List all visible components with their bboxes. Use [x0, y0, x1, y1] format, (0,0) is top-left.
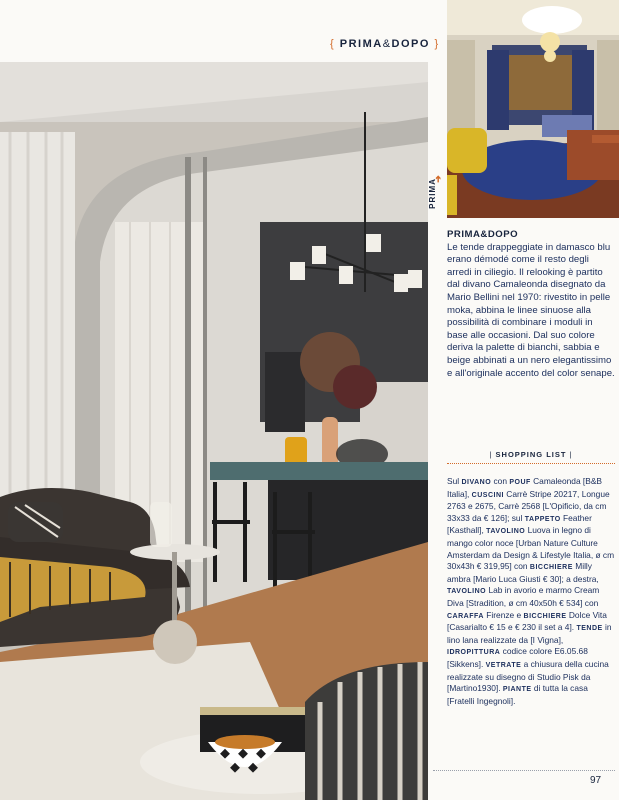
inset-label: [427, 174, 445, 219]
shopping-keyword: PIANTE: [502, 686, 532, 694]
shopping-text: Feather [Kasthall],: [447, 512, 592, 536]
shopping-keyword: BICCHIERE: [523, 612, 567, 620]
shopping-text: Camaleonda [B&B Italia],: [447, 476, 603, 499]
shopping-list-title: SHOPPING LIST: [495, 450, 567, 459]
main-living-room-photo: [0, 62, 428, 800]
shopping-text: Sul: [447, 476, 462, 486]
shopping-text: Firenze e: [483, 609, 524, 620]
before-photo: [447, 0, 619, 218]
shopping-keyword: POUF: [509, 479, 531, 486]
shopping-list-body: [447, 476, 615, 707]
shopping-keyword: BICCHIERE: [529, 564, 573, 572]
shopping-text: Carrè Stripe 20217, Longue 2763 e 2675, Carrè 2568 [L'Opificio, da cm 33x33 da € 126]; sul: [447, 488, 610, 523]
shopping-text: codice colore E6.05.68 [Sikkens].: [447, 646, 588, 669]
shopping-keyword: CARAFFA: [447, 612, 484, 620]
caption: [447, 229, 615, 380]
header-brace-close: }: [434, 38, 440, 50]
shopping-keyword: TAPPETO: [524, 515, 561, 523]
shopping-keyword: TAVOLINO: [447, 588, 487, 596]
shopping-text: Lab in avorio e marmo Cream Diva [Stradition, ø cm 40x50h € 534] con: [447, 585, 600, 608]
header-prefix: PRIMA: [339, 38, 383, 50]
caption-body: Le tende drappeggiate in damasco blu erano démodé come il resto degli arredi in ciliegio. Il relooking è partito dal divano Camaleonda disegnato da Mario Bellini nel 1970: rivestito in pelle moka, abbina le linee sinuose alla possibilità di combinare i moduli in base alle occasioni. Dal suo colore deriva la palette di bianchi, sabbia e beige abbinati a un nero elegantissimo e all'originale accento del color senape.: [447, 241, 615, 379]
shopping-keyword: IDROPITTURA: [447, 649, 501, 657]
inset-label-text: PRIMA: [427, 178, 437, 209]
shopping-keyword: DIVANO: [461, 479, 492, 486]
living-room-illustration: [0, 62, 428, 800]
shopping-keyword: CUSCINI: [471, 491, 504, 499]
shopping-text: di tutta la casa [Fratelli Ingegnoli].: [447, 683, 588, 706]
shopping-list-heading: | SHOPPING LIST |: [489, 450, 573, 459]
shopping-keyword: TAVOLINO: [486, 528, 526, 536]
shopping-text: con: [491, 476, 510, 486]
header-brace-open: {: [330, 38, 336, 50]
arrow-icon: ➔: [432, 174, 443, 183]
shopping-text: Milly ambra [Mario Luca Giusti € 30]; a destra,: [447, 561, 599, 584]
shopping-text: a chiusura della cucina realizzate su disegno di Studio Pisk da [Martino1930].: [447, 658, 609, 694]
section-header: [330, 38, 440, 50]
header-amp: &: [382, 38, 392, 50]
footer-rule: [433, 770, 615, 771]
header-suffix: DOPO: [391, 38, 430, 50]
shopping-list-divider: [447, 463, 615, 464]
caption-title: PRIMA&DOPO: [447, 229, 519, 240]
shopping-text: in lino lana realizzate da [I Vigna],: [447, 622, 612, 645]
before-room-illustration: [447, 0, 619, 218]
page-number: 97: [590, 775, 602, 786]
shopping-text: Dolce Vita [Casarialto € 15 e € 230 il set a 4].: [447, 609, 607, 633]
shopping-keyword: VETRATE: [485, 661, 522, 669]
shopping-text: Luova in legno di mango color noce [Urban Nature Culture Amsterdam da Design & Lifestyle Italia, ø cm 30x43h € 319,95] con: [447, 525, 615, 572]
shopping-keyword: TENDE: [576, 625, 603, 633]
